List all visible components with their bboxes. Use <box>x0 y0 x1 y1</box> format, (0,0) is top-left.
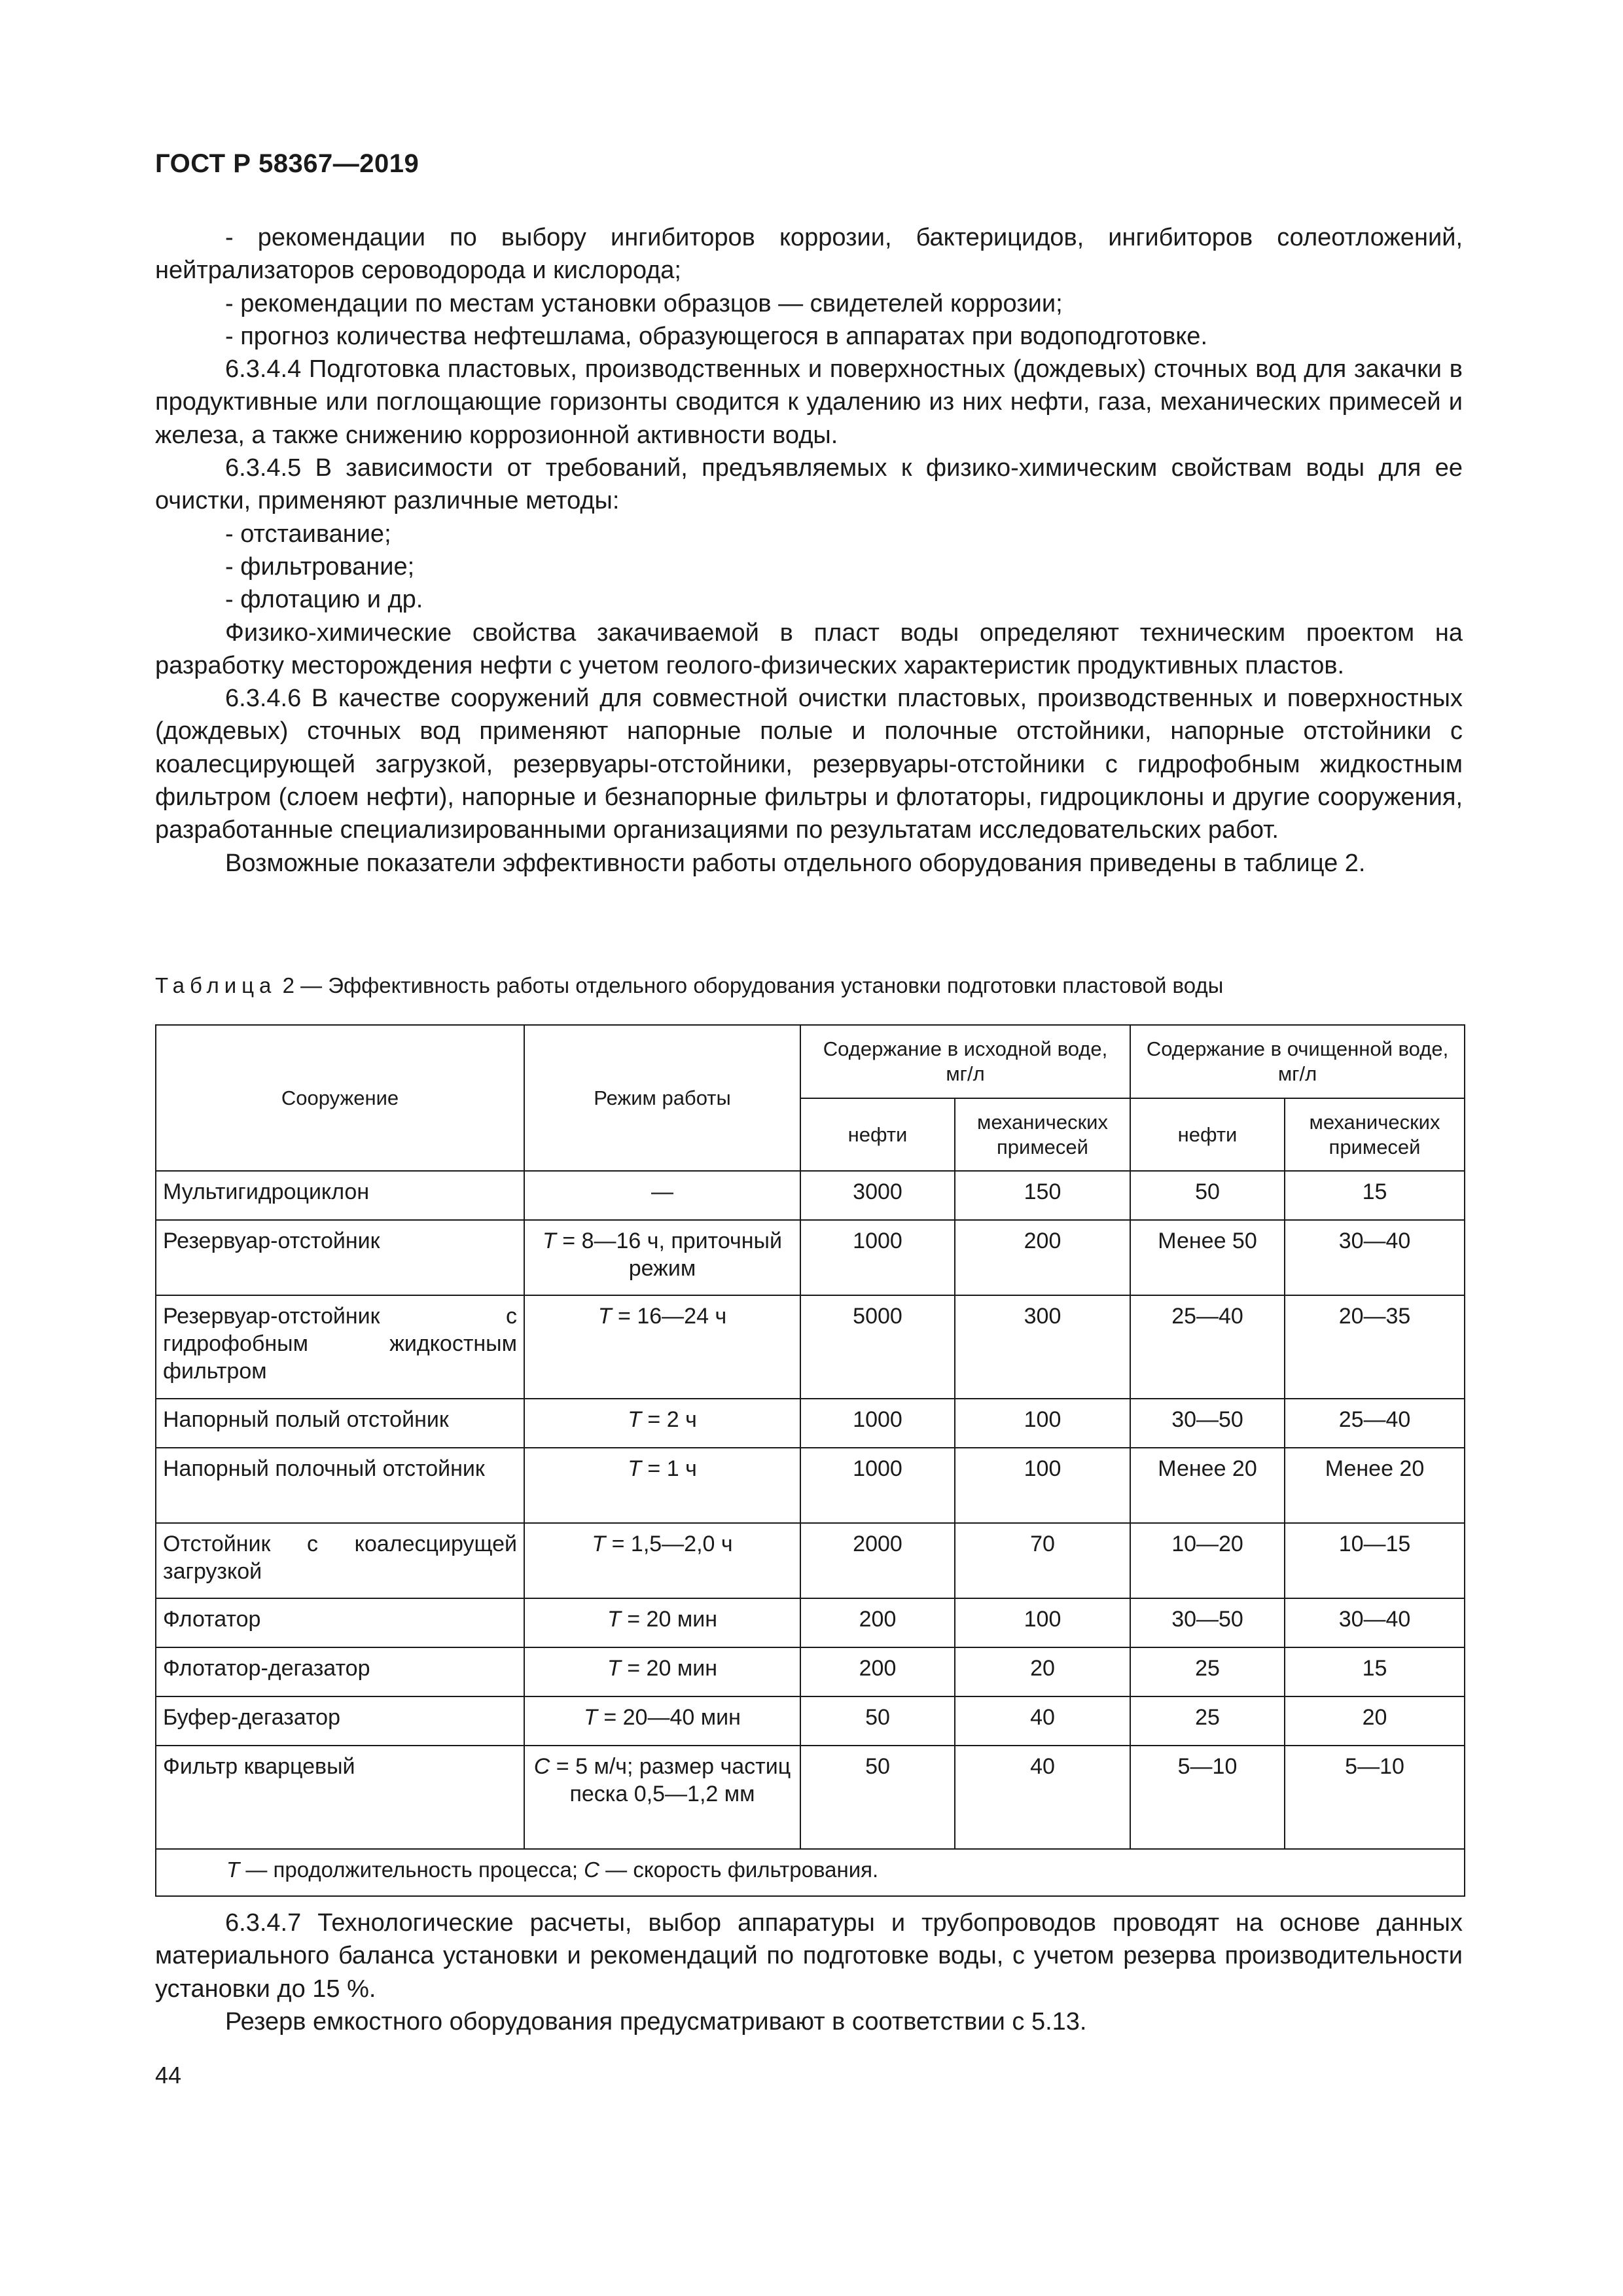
note-t-text: — продолжительность процесса; <box>240 1857 584 1882</box>
note-c-var: C <box>584 1857 600 1882</box>
paragraph: - отстаивание; <box>225 520 391 548</box>
cell-treated-mech: 30—40 <box>1285 1598 1465 1647</box>
cell-treated-mech: 20—35 <box>1285 1295 1465 1399</box>
cell-mode-var: T <box>607 1656 621 1681</box>
table-caption-text: 2 — Эффективность работы отдельного оборудования установки подготовки пластовой воды <box>282 973 1224 997</box>
paragraph: Возможные показатели эффективности работы отдельного оборудования приведены в таблице 2. <box>225 849 1366 877</box>
table-row <box>156 1696 1465 1746</box>
cell-mode-text: = 5 м/ч; размер частиц песка 0,5—1,2 мм <box>550 1754 791 1806</box>
cell-mode <box>524 1647 800 1696</box>
table-note-row <box>156 1849 1465 1896</box>
cell-mode <box>524 1746 800 1849</box>
cell-source-oil: 200 <box>800 1647 955 1696</box>
cell-treated-mech: 25—40 <box>1285 1399 1465 1448</box>
paragraph: 6.3.4.5 В зависимости от требований, предъявляемых к физико-химическим свойствам воды для ее очистки, применяют различные методы: <box>155 454 1463 515</box>
cell-mode-text: = 2 ч <box>641 1407 697 1432</box>
cell-source-mech: 200 <box>955 1220 1130 1295</box>
cell-source-mech: 70 <box>955 1523 1130 1598</box>
cell-source-mech: 150 <box>955 1171 1130 1220</box>
header-mode: Режим работы <box>524 1025 800 1171</box>
document-header: ГОСТ Р 58367—2019 <box>155 149 419 178</box>
cell-treated-mech: 15 <box>1285 1171 1465 1220</box>
cell-treated-oil: Менее 20 <box>1130 1448 1285 1523</box>
header-source-oil: нефти <box>800 1098 955 1171</box>
cell-source-mech: 20 <box>955 1647 1130 1696</box>
paragraph: 6.3.4.6 В качестве сооружений для совместной очистки пластовых, производственных и поверхностных (дождевых) сточных вод применяют напорные полые и полочные отстойники, напорные отстойники с коалесцирующей загрузкой, резервуары-отстойники, резервуары-отстойники с гидрофобным жидкостным фильтром (слоем нефти), напорные и безнапорные фильтры и флотаторы, гидроциклоны и другие сооружения, разработанные специализированными организациями по результатам исследовательских работ. <box>155 685 1463 844</box>
cell-source-oil: 50 <box>800 1746 955 1849</box>
table-row <box>156 1171 1465 1220</box>
cell-source-mech: 40 <box>955 1696 1130 1746</box>
cell-source-oil: 2000 <box>800 1523 955 1598</box>
cell-source-mech: 40 <box>955 1746 1130 1849</box>
paragraph: Физико-химические свойства закачиваемой в пласт воды определяют техническим проектом на разработку месторождения нефти с учетом геолого-физических характеристик продуктивных пластов. <box>155 619 1463 679</box>
cell-mode-var: T <box>628 1456 641 1481</box>
header-treated-group: Содержание в очищенной воде, мг/л <box>1130 1025 1465 1098</box>
cell-facility: Резервуар-отстойник с гидрофобным жидкостным фильтром <box>156 1295 524 1399</box>
cell-mode-text: = 20—40 мин <box>597 1705 741 1730</box>
cell-mode-var: T <box>628 1407 641 1432</box>
cell-mode-var: T <box>597 1304 612 1329</box>
page-number: 44 <box>155 2062 182 2089</box>
cell-source-mech: 100 <box>955 1598 1130 1647</box>
cell-source-mech: 300 <box>955 1295 1130 1399</box>
cell-source-oil: 1000 <box>800 1448 955 1523</box>
cell-treated-mech: 30—40 <box>1285 1220 1465 1295</box>
cell-facility: Резервуар-отстойник <box>156 1220 524 1295</box>
cell-mode <box>524 1598 800 1647</box>
body-text <box>155 221 1463 880</box>
cell-mode-text: = 8—16 ч, приточный режим <box>556 1229 782 1281</box>
cell-mode <box>524 1448 800 1523</box>
cell-facility: Напорный полочный отстойник <box>156 1448 524 1523</box>
cell-mode-text: = 1 ч <box>641 1456 697 1481</box>
cell-source-oil: 3000 <box>800 1171 955 1220</box>
cell-mode-var: C <box>533 1754 550 1779</box>
cell-treated-oil: 50 <box>1130 1171 1285 1220</box>
cell-treated-oil: 25 <box>1130 1696 1285 1746</box>
paragraph: - рекомендации по выбору ингибиторов коррозии, бактерицидов, ингибиторов солеотложений, нейтрализаторов сероводорода и кислорода; <box>155 224 1463 285</box>
paragraph: 6.3.4.7 Технологические расчеты, выбор аппаратуры и трубопроводов проводят на основе данных материального баланса установки и рекомендаций по подготовке воды, с учетом резерва производительности установки до 15 %. <box>155 1909 1463 2003</box>
cell-mode-var: T <box>607 1607 621 1632</box>
cell-treated-mech: 5—10 <box>1285 1746 1465 1849</box>
table-body <box>156 1171 1465 1896</box>
cell-mode <box>524 1295 800 1399</box>
cell-treated-oil: 30—50 <box>1130 1598 1285 1647</box>
cell-source-mech: 100 <box>955 1399 1130 1448</box>
cell-source-oil: 200 <box>800 1598 955 1647</box>
table-row <box>156 1523 1465 1598</box>
table-caption-label: Таблица <box>155 973 277 997</box>
cell-mode <box>524 1523 800 1598</box>
paragraph: 6.3.4.4 Подготовка пластовых, производственных и поверхностных (дождевых) сточных вод для закачки в продуктивные или поглощающие горизонты сводится к удалению из них нефти, газа, механических примесей и железа, а также снижению коррозионной активности воды. <box>155 355 1463 449</box>
paragraph: - рекомендации по местам установки образцов — свидетелей коррозии; <box>225 289 1063 317</box>
cell-treated-oil: 30—50 <box>1130 1399 1285 1448</box>
cell-mode <box>524 1399 800 1448</box>
table-row <box>156 1746 1465 1849</box>
note-t-var: T <box>226 1857 240 1882</box>
paragraph: Резерв емкостного оборудования предусматривают в соответствии с 5.13. <box>225 2007 1087 2036</box>
cell-facility: Фильтр кварцевый <box>156 1746 524 1849</box>
cell-mode-text: = 1,5—2,0 ч <box>605 1532 733 1556</box>
cell-treated-oil: Менее 50 <box>1130 1220 1285 1295</box>
cell-treated-oil: 10—20 <box>1130 1523 1285 1598</box>
cell-source-oil: 1000 <box>800 1220 955 1295</box>
cell-facility: Флотатор <box>156 1598 524 1647</box>
cell-facility: Буфер-дегазатор <box>156 1696 524 1746</box>
cell-facility: Напорный полый отстойник <box>156 1399 524 1448</box>
cell-mode-text: = 20 мин <box>620 1607 717 1632</box>
cell-mode <box>524 1696 800 1746</box>
cell-treated-oil: 5—10 <box>1130 1746 1285 1849</box>
cell-facility: Флотатор-дегазатор <box>156 1647 524 1696</box>
header-source-mech: механических примесей <box>955 1098 1130 1171</box>
table-row <box>156 1399 1465 1448</box>
table-note <box>156 1849 1465 1896</box>
cell-mode <box>524 1220 800 1295</box>
cell-facility: Отстойник с коалесцирущей загрузкой <box>156 1523 524 1598</box>
table-row <box>156 1647 1465 1696</box>
efficiency-table <box>155 1024 1465 1897</box>
cell-mode-var: T <box>543 1229 556 1253</box>
cell-treated-mech: 10—15 <box>1285 1523 1465 1598</box>
cell-treated-oil: 25 <box>1130 1647 1285 1696</box>
note-c-text: — скорость фильтрования. <box>599 1857 879 1882</box>
cell-facility: Мультигидроциклон <box>156 1171 524 1220</box>
cell-mode-var: T <box>592 1532 606 1556</box>
paragraph: - прогноз количества нефтешлама, образующегося в аппаратах при водоподготовке. <box>225 322 1207 350</box>
header-source-group: Содержание в исходной воде, мг/л <box>800 1025 1130 1098</box>
table-row <box>156 1295 1465 1399</box>
paragraph: - флотацию и др. <box>225 586 423 614</box>
header-facility: Сооружение <box>156 1025 524 1171</box>
cell-source-mech: 100 <box>955 1448 1130 1523</box>
cell-source-oil: 50 <box>800 1696 955 1746</box>
table-row <box>156 1448 1465 1523</box>
cell-treated-mech: 20 <box>1285 1696 1465 1746</box>
cell-mode-text: = 20 мин <box>620 1656 717 1681</box>
cell-treated-mech: 15 <box>1285 1647 1465 1696</box>
table-row <box>156 1598 1465 1647</box>
cell-mode-var: T <box>584 1705 597 1730</box>
cell-source-oil: 5000 <box>800 1295 955 1399</box>
cell-mode-text: — <box>651 1179 673 1204</box>
paragraph: - фильтрование; <box>225 552 415 581</box>
table-caption <box>155 973 1464 999</box>
cell-mode <box>524 1171 800 1220</box>
cell-source-oil: 1000 <box>800 1399 955 1448</box>
after-table-text <box>155 1907 1463 2038</box>
cell-treated-mech: Менее 20 <box>1285 1448 1465 1523</box>
table-row <box>156 1220 1465 1295</box>
cell-treated-oil: 25—40 <box>1130 1295 1285 1399</box>
cell-mode-text: = 16—24 ч <box>611 1304 727 1329</box>
header-treated-mech: механических примесей <box>1285 1098 1465 1171</box>
header-treated-oil: нефти <box>1130 1098 1285 1171</box>
